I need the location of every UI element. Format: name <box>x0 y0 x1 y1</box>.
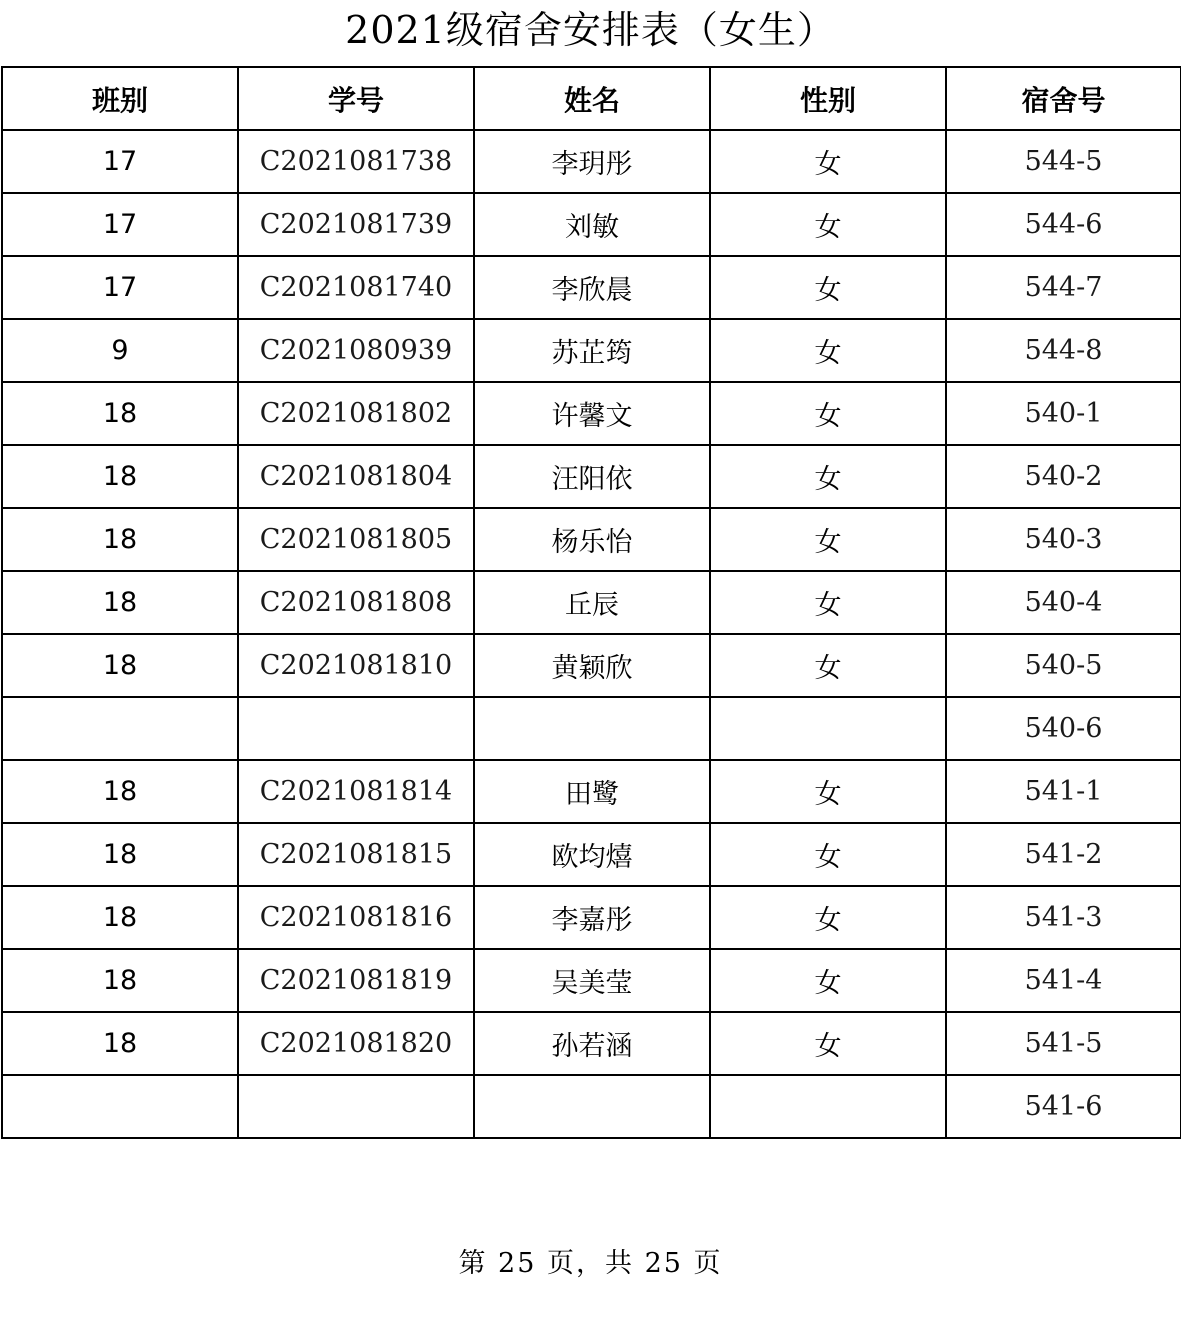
cell-student-id: C2021081738 <box>238 130 474 193</box>
header-gender: 性别 <box>710 67 946 130</box>
cell-gender <box>710 1075 946 1138</box>
cell-room: 540-3 <box>946 508 1181 571</box>
cell-name: 丘辰 <box>474 571 710 634</box>
cell-room: 544-6 <box>946 193 1181 256</box>
cell-name: 黄颖欣 <box>474 634 710 697</box>
cell-class <box>2 1075 238 1138</box>
cell-room: 541-4 <box>946 949 1181 1012</box>
cell-name: 李玥彤 <box>474 130 710 193</box>
page-title: 2021级宿舍安排表（女生） <box>345 8 836 52</box>
cell-gender: 女 <box>710 382 946 445</box>
cell-student-id: C2021081816 <box>238 886 474 949</box>
cell-name: 李嘉彤 <box>474 886 710 949</box>
cell-class: 17 <box>2 130 238 193</box>
cell-gender: 女 <box>710 193 946 256</box>
table-row <box>2 508 1181 571</box>
cell-gender: 女 <box>710 445 946 508</box>
cell-name <box>474 1075 710 1138</box>
cell-student-id: C2021081808 <box>238 571 474 634</box>
table-row <box>2 193 1181 256</box>
cell-student-id: C2021081802 <box>238 382 474 445</box>
table-row <box>2 1075 1181 1138</box>
cell-student-id <box>238 1075 474 1138</box>
cell-room: 540-6 <box>946 697 1181 760</box>
cell-room: 540-4 <box>946 571 1181 634</box>
cell-student-id: C2021081820 <box>238 1012 474 1075</box>
cell-student-id: C2021081810 <box>238 634 474 697</box>
cell-class <box>2 697 238 760</box>
cell-class: 17 <box>2 256 238 319</box>
table-row <box>2 886 1181 949</box>
cell-class: 18 <box>2 1012 238 1075</box>
cell-class: 18 <box>2 823 238 886</box>
cell-class: 18 <box>2 949 238 1012</box>
cell-gender: 女 <box>710 949 946 1012</box>
cell-room: 540-1 <box>946 382 1181 445</box>
table-row <box>2 445 1181 508</box>
cell-room: 540-5 <box>946 634 1181 697</box>
page-number: 第 25 页，共 25 页 <box>458 1248 723 1279</box>
cell-name: 欧均熺 <box>474 823 710 886</box>
header-class: 班别 <box>2 67 238 130</box>
cell-class: 18 <box>2 382 238 445</box>
cell-gender: 女 <box>710 634 946 697</box>
cell-class: 18 <box>2 508 238 571</box>
cell-student-id <box>238 697 474 760</box>
cell-name: 田鹭 <box>474 760 710 823</box>
cell-gender <box>710 697 946 760</box>
header-name: 姓名 <box>474 67 710 130</box>
cell-class: 18 <box>2 571 238 634</box>
cell-name: 苏芷筠 <box>474 319 710 382</box>
cell-student-id: C2021081814 <box>238 760 474 823</box>
table-row <box>2 949 1181 1012</box>
cell-student-id: C2021080939 <box>238 319 474 382</box>
cell-name: 刘敏 <box>474 193 710 256</box>
table-header <box>2 67 1181 130</box>
header-student-id: 学号 <box>238 67 474 130</box>
table-row <box>2 571 1181 634</box>
table-row <box>2 319 1181 382</box>
cell-gender: 女 <box>710 1012 946 1075</box>
cell-name: 李欣晨 <box>474 256 710 319</box>
cell-name: 孙若涵 <box>474 1012 710 1075</box>
cell-room: 541-3 <box>946 886 1181 949</box>
table-row <box>2 760 1181 823</box>
cell-gender: 女 <box>710 760 946 823</box>
cell-gender: 女 <box>710 319 946 382</box>
cell-gender: 女 <box>710 886 946 949</box>
cell-room: 540-2 <box>946 445 1181 508</box>
cell-name: 吴美莹 <box>474 949 710 1012</box>
cell-class: 18 <box>2 445 238 508</box>
dormitory-table <box>1 66 1181 1139</box>
cell-room: 541-5 <box>946 1012 1181 1075</box>
cell-room: 541-6 <box>946 1075 1181 1138</box>
table-row <box>2 256 1181 319</box>
cell-name <box>474 697 710 760</box>
cell-student-id: C2021081815 <box>238 823 474 886</box>
cell-class: 18 <box>2 760 238 823</box>
cell-class: 18 <box>2 886 238 949</box>
cell-room: 544-5 <box>946 130 1181 193</box>
cell-student-id: C2021081804 <box>238 445 474 508</box>
cell-student-id: C2021081739 <box>238 193 474 256</box>
table-row <box>2 697 1181 760</box>
cell-gender: 女 <box>710 130 946 193</box>
cell-student-id: C2021081740 <box>238 256 474 319</box>
header-row <box>2 67 1181 130</box>
cell-gender: 女 <box>710 256 946 319</box>
cell-gender: 女 <box>710 823 946 886</box>
cell-room: 541-2 <box>946 823 1181 886</box>
cell-student-id: C2021081805 <box>238 508 474 571</box>
cell-room: 544-8 <box>946 319 1181 382</box>
cell-name: 许馨文 <box>474 382 710 445</box>
cell-class: 9 <box>2 319 238 382</box>
table-row <box>2 130 1181 193</box>
table-row <box>2 382 1181 445</box>
cell-gender: 女 <box>710 508 946 571</box>
cell-class: 17 <box>2 193 238 256</box>
cell-room: 541-1 <box>946 760 1181 823</box>
table-row <box>2 634 1181 697</box>
cell-student-id: C2021081819 <box>238 949 474 1012</box>
cell-name: 汪阳依 <box>474 445 710 508</box>
cell-room: 544-7 <box>946 256 1181 319</box>
cell-class: 18 <box>2 634 238 697</box>
table-row <box>2 823 1181 886</box>
cell-gender: 女 <box>710 571 946 634</box>
table-body <box>2 130 1181 1138</box>
table-row <box>2 1012 1181 1075</box>
header-room: 宿舍号 <box>946 67 1181 130</box>
cell-name: 杨乐怡 <box>474 508 710 571</box>
